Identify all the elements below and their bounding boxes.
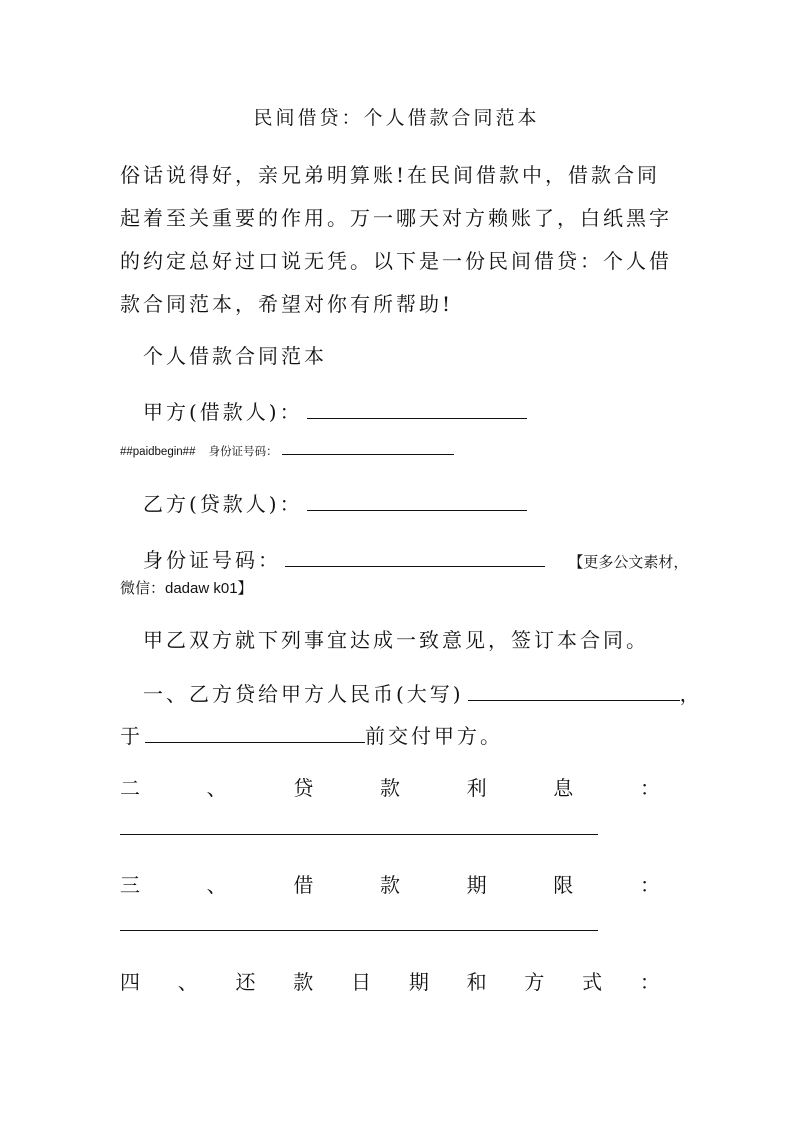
clause2-char: 款 bbox=[379, 776, 400, 800]
id-small-blank bbox=[282, 446, 454, 455]
party-a-label: 甲方(借款人)： bbox=[143, 400, 303, 424]
document-title: 民间借贷：个人借款合同范本 bbox=[253, 107, 540, 129]
note-part2: 微信：dadaw k01】 bbox=[120, 580, 253, 597]
clause2-char: ： bbox=[639, 776, 660, 800]
clause3-char: ： bbox=[639, 873, 660, 897]
clause3-char: 三 bbox=[120, 873, 140, 897]
clause3-char: 、 bbox=[206, 873, 227, 897]
clause1-line1 bbox=[143, 678, 703, 707]
clause4-heading bbox=[120, 966, 660, 995]
paid-marker-line bbox=[120, 443, 454, 459]
party-a-line bbox=[143, 396, 527, 425]
id-number-line bbox=[143, 544, 688, 573]
clause4-char: 方 bbox=[524, 970, 545, 994]
clause3-char: 款 bbox=[379, 873, 400, 897]
clause4-char: 、 bbox=[177, 970, 198, 994]
clause1-label: 一、乙方贷给甲方人民币(大写) bbox=[143, 682, 464, 706]
clause4-char: 款 bbox=[293, 970, 314, 994]
id-number-label: 身份证号码： bbox=[143, 548, 281, 572]
clause1-line2 bbox=[120, 720, 503, 749]
note-part1: 【更多公文素材， bbox=[568, 554, 689, 571]
id-small-label: 身份证号码： bbox=[208, 446, 278, 458]
clause2-char: 二 bbox=[120, 776, 140, 800]
clause1-tail: 前交付甲方。 bbox=[365, 724, 503, 748]
clause3-char: 借 bbox=[293, 873, 314, 897]
agreement-line: 甲乙双方就下列事宜达成一致意见，签订本合同。 bbox=[143, 628, 649, 652]
clause2-char: 利 bbox=[466, 776, 487, 800]
clause3-blank bbox=[120, 930, 598, 931]
clause4-char: 日 bbox=[351, 970, 372, 994]
clause4-char: 期 bbox=[408, 970, 429, 994]
party-b-label: 乙方(贷款人)： bbox=[143, 492, 303, 516]
clause4-char: 和 bbox=[466, 970, 487, 994]
intro-paragraph: 俗话说得好，亲兄弟明算账!在民间借款中，借款合同起着至关重要的作用。万一哪天对方赖账了，白纸黑字的约定总好过口说无凭。以下是一份民间借贷：个人借款合同范本，希望对你有所帮助! bbox=[120, 163, 672, 316]
clause2-char: 贷 bbox=[293, 776, 314, 800]
clause3-heading bbox=[120, 869, 660, 898]
clause4-char: 式 bbox=[582, 970, 603, 994]
clause1-amount-blank bbox=[468, 682, 680, 701]
id-number-blank bbox=[285, 548, 545, 567]
clause1-yu: 于 bbox=[120, 724, 143, 748]
party-b-blank bbox=[307, 492, 527, 511]
clause2-blank bbox=[120, 834, 598, 835]
clause3-char: 期 bbox=[466, 873, 487, 897]
clause3-char: 限 bbox=[553, 873, 574, 897]
clause4-char: 四 bbox=[120, 970, 140, 994]
party-a-blank bbox=[307, 400, 527, 419]
clause1-date-blank bbox=[145, 724, 365, 743]
clause4-char: 还 bbox=[235, 970, 256, 994]
clause4-char: ： bbox=[639, 970, 660, 994]
clause2-heading bbox=[120, 772, 660, 801]
contract-subtitle: 个人借款合同范本 bbox=[143, 344, 327, 368]
party-b-line bbox=[143, 488, 527, 517]
paid-marker: ##paidbegin## bbox=[120, 446, 196, 458]
clause2-char: 、 bbox=[206, 776, 227, 800]
clause1-comma: ， bbox=[679, 682, 703, 706]
clause2-char: 息 bbox=[553, 776, 574, 800]
